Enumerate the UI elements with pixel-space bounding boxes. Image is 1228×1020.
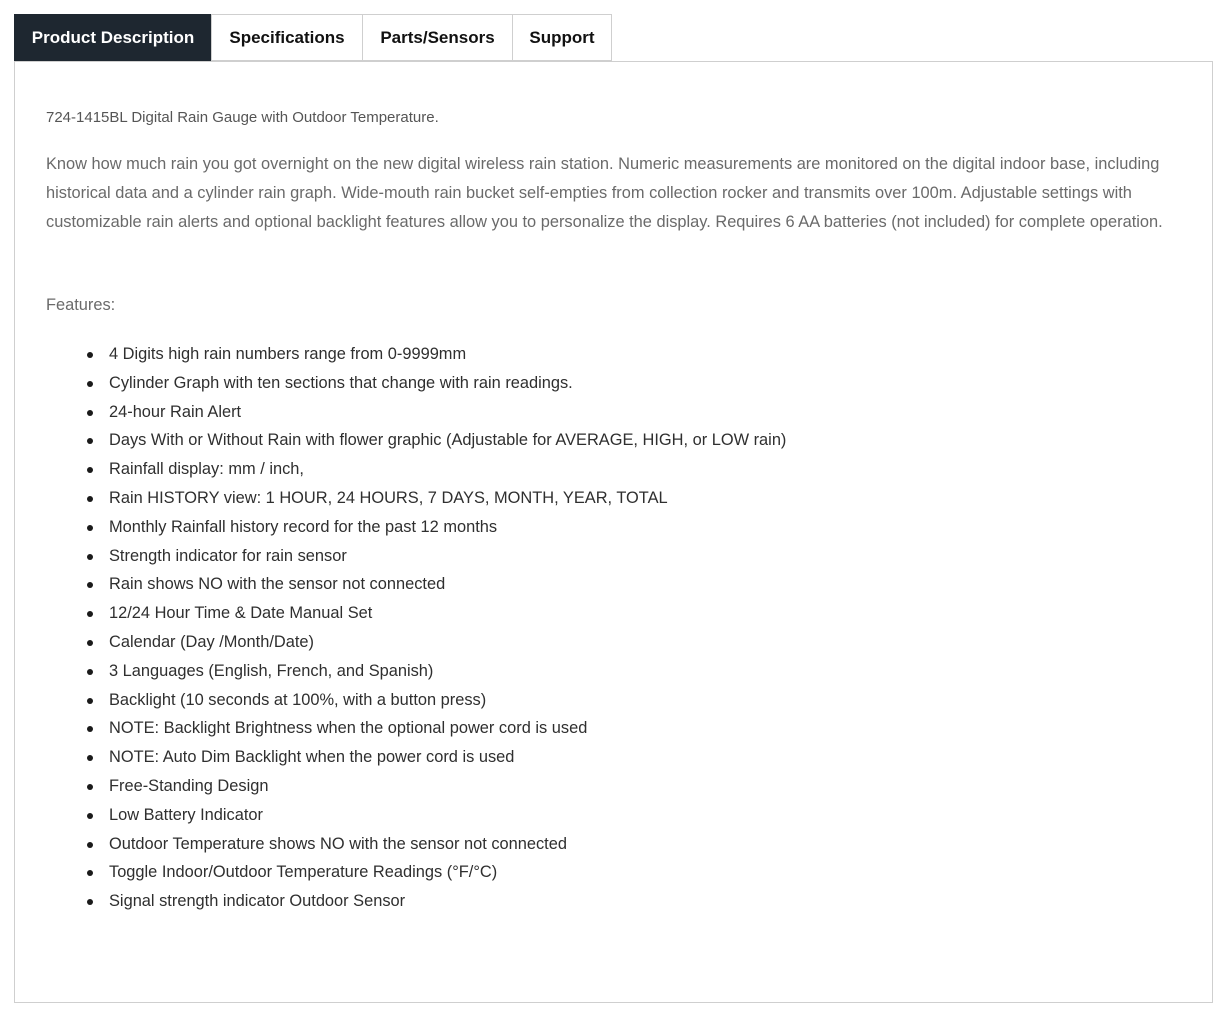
tab-label: Specifications <box>229 27 345 47</box>
bullet-icon <box>87 352 93 358</box>
feature-text: 4 Digits high rain numbers range from 0-9999mm <box>109 345 467 363</box>
features-heading: Features: <box>46 296 116 314</box>
feature-item <box>46 887 786 916</box>
bullet-icon <box>87 813 93 819</box>
feature-item <box>46 398 786 427</box>
bullet-icon <box>87 554 93 560</box>
feature-item <box>46 830 786 859</box>
feature-item <box>46 340 786 369</box>
feature-text: 24-hour Rain Alert <box>109 402 242 421</box>
tab-panel-product-description <box>14 61 1213 1003</box>
tab-label: Product Description <box>31 27 195 47</box>
feature-text: Cylinder Graph with ten sections that change with rain readings. <box>109 373 573 392</box>
feature-item <box>46 599 786 628</box>
product-subtitle: 724-1415BL Digital Rain Gauge with Outdoor Temperature. <box>46 109 439 126</box>
feature-text: Monthly Rainfall history record for the past 12 months <box>109 517 498 536</box>
feature-text: Rainfall display: mm / inch, <box>109 460 304 479</box>
feature-item <box>46 858 786 887</box>
feature-text: Calendar (Day /Month/Date) <box>109 632 314 651</box>
feature-text: Signal strength indicator Outdoor Sensor <box>109 892 406 911</box>
bullet-icon <box>87 755 93 761</box>
bullet-icon <box>87 640 93 646</box>
feature-item <box>46 714 786 743</box>
feature-item <box>46 513 786 542</box>
feature-item <box>46 801 786 830</box>
feature-item <box>46 542 786 571</box>
bullet-icon <box>87 784 93 790</box>
bullet-icon <box>87 726 93 732</box>
feature-item <box>46 772 786 801</box>
product-description-text: Know how much rain you got overnight on the new digital wireless rain station. Numeric measurements are monitored on the digital indoor base, including historical data and a cylinder rain graph. Wide-mouth rain bucket self-empties from collection rocker and transmits over 100m. Adjustable settings with customizable rain alerts and optional backlight features allow you to personalize the display. Requires 6 AA batteries (not included) for complete operation. <box>46 155 1163 231</box>
tab-specifications[interactable] <box>211 14 363 61</box>
feature-text: Days With or Without Rain with flower graphic (Adjustable for AVERAGE, HIGH, or LOW rain) <box>109 431 787 450</box>
bullet-icon <box>87 525 93 531</box>
bullet-icon <box>87 582 93 588</box>
bullet-icon <box>87 467 93 473</box>
feature-item <box>46 570 786 599</box>
tab-bar <box>14 14 612 61</box>
feature-text: Backlight (10 seconds at 100%, with a button press) <box>109 690 487 709</box>
feature-item <box>46 426 786 455</box>
bullet-icon <box>87 611 93 617</box>
feature-text: Low Battery Indicator <box>109 805 263 824</box>
tab-label: Support <box>529 27 595 47</box>
feature-item <box>46 686 786 715</box>
bullet-icon <box>87 381 93 387</box>
feature-item <box>46 657 786 686</box>
feature-text: Free-Standing Design <box>109 776 269 795</box>
feature-text: NOTE: Auto Dim Backlight when the power cord is used <box>109 748 515 767</box>
feature-item <box>46 369 786 398</box>
bullet-icon <box>87 438 93 444</box>
feature-text: 3 Languages (English, French, and Spanish) <box>109 661 434 680</box>
tab-parts-sensors[interactable] <box>362 14 513 61</box>
tab-product-description[interactable] <box>14 14 212 61</box>
feature-text: Toggle Indoor/Outdoor Temperature Readings (°F/°C) <box>109 863 498 882</box>
feature-text: Rain HISTORY view: 1 HOUR, 24 HOURS, 7 DAYS, MONTH, YEAR, TOTAL <box>109 488 668 507</box>
feature-text: 12/24 Hour Time & Date Manual Set <box>109 604 373 623</box>
bullet-icon <box>87 698 93 704</box>
feature-item <box>46 628 786 657</box>
feature-text: NOTE: Backlight Brightness when the optional power cord is used <box>109 719 588 738</box>
tab-support[interactable] <box>512 14 612 61</box>
feature-item <box>46 743 786 772</box>
feature-text: Outdoor Temperature shows NO with the sensor not connected <box>109 834 567 853</box>
bullet-icon <box>87 899 93 905</box>
tab-label: Parts/Sensors <box>380 27 495 47</box>
bullet-icon <box>87 842 93 848</box>
bullet-icon <box>87 870 93 876</box>
bullet-icon <box>87 669 93 675</box>
feature-text: Strength indicator for rain sensor <box>109 546 347 565</box>
features-list <box>46 340 786 916</box>
feature-text: Rain shows NO with the sensor not connected <box>109 575 446 594</box>
feature-item <box>46 455 786 484</box>
bullet-icon <box>87 496 93 502</box>
bullet-icon <box>87 410 93 416</box>
feature-item <box>46 484 786 513</box>
